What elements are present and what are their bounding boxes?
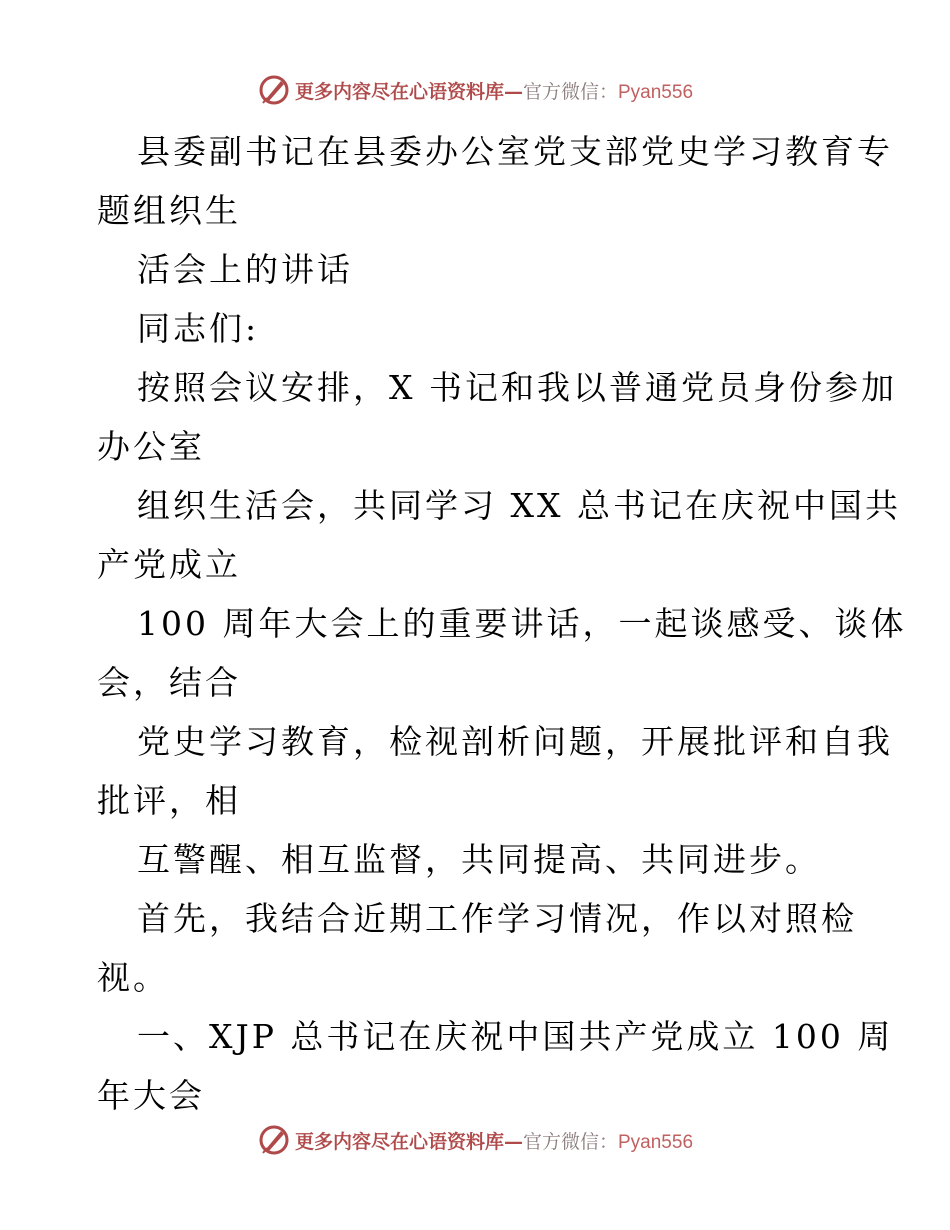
document-body <box>97 122 907 1125</box>
header-wechat-handle: Pyan556 <box>618 81 694 103</box>
document-line: 首先，我结合近期工作学习情况，作以对照检 <box>137 899 857 938</box>
document-line: 组织生活会，共同学习 XX 总书记在庆祝中国共 <box>137 486 901 525</box>
footer-wechat-handle: Pyan556 <box>618 1131 694 1153</box>
footer-site-name: 更多内容尽在心语资料库 <box>294 1130 504 1153</box>
footer-official-label: 官方微信： <box>522 1130 618 1153</box>
document-line: 一、XJP 总书记在庆祝中国共产党成立 100 周 <box>137 1017 894 1056</box>
document-line: 互警醒、相互监督，共同提高、共同进步。 <box>137 840 821 879</box>
document-line: 视。 <box>97 958 169 997</box>
quill-logo-icon <box>257 73 291 107</box>
footer-watermark-banner <box>0 1120 950 1160</box>
document-line: 县委副书记在县委办公室党支部党史学习教育专 <box>137 132 893 171</box>
footer-dash: — <box>503 1130 523 1153</box>
document-line: 办公室 <box>97 427 205 466</box>
header-watermark-banner <box>0 70 950 110</box>
header-site-name: 更多内容尽在心语资料库 <box>294 80 504 103</box>
document-line: 党史学习教育，检视剖析问题，开展批评和自我 <box>137 722 893 761</box>
document-line: 会，结合 <box>97 663 241 702</box>
document-line: 活会上的讲话 <box>137 250 353 289</box>
document-line: 批评，相 <box>97 781 241 820</box>
document-line: 题组织生 <box>97 191 241 230</box>
document-line: 产党成立 <box>97 545 241 584</box>
document-line: 同志们: <box>137 309 260 348</box>
header-dash: — <box>503 80 523 103</box>
document-line: 100 周年大会上的重要讲话，一起谈感受、谈体 <box>137 604 907 643</box>
header-official-label: 官方微信： <box>522 80 618 103</box>
document-line: 按照会议安排，X 书记和我以普通党员身份参加 <box>137 368 897 407</box>
quill-logo-icon <box>257 1123 291 1157</box>
document-line: 年大会 <box>97 1076 205 1115</box>
